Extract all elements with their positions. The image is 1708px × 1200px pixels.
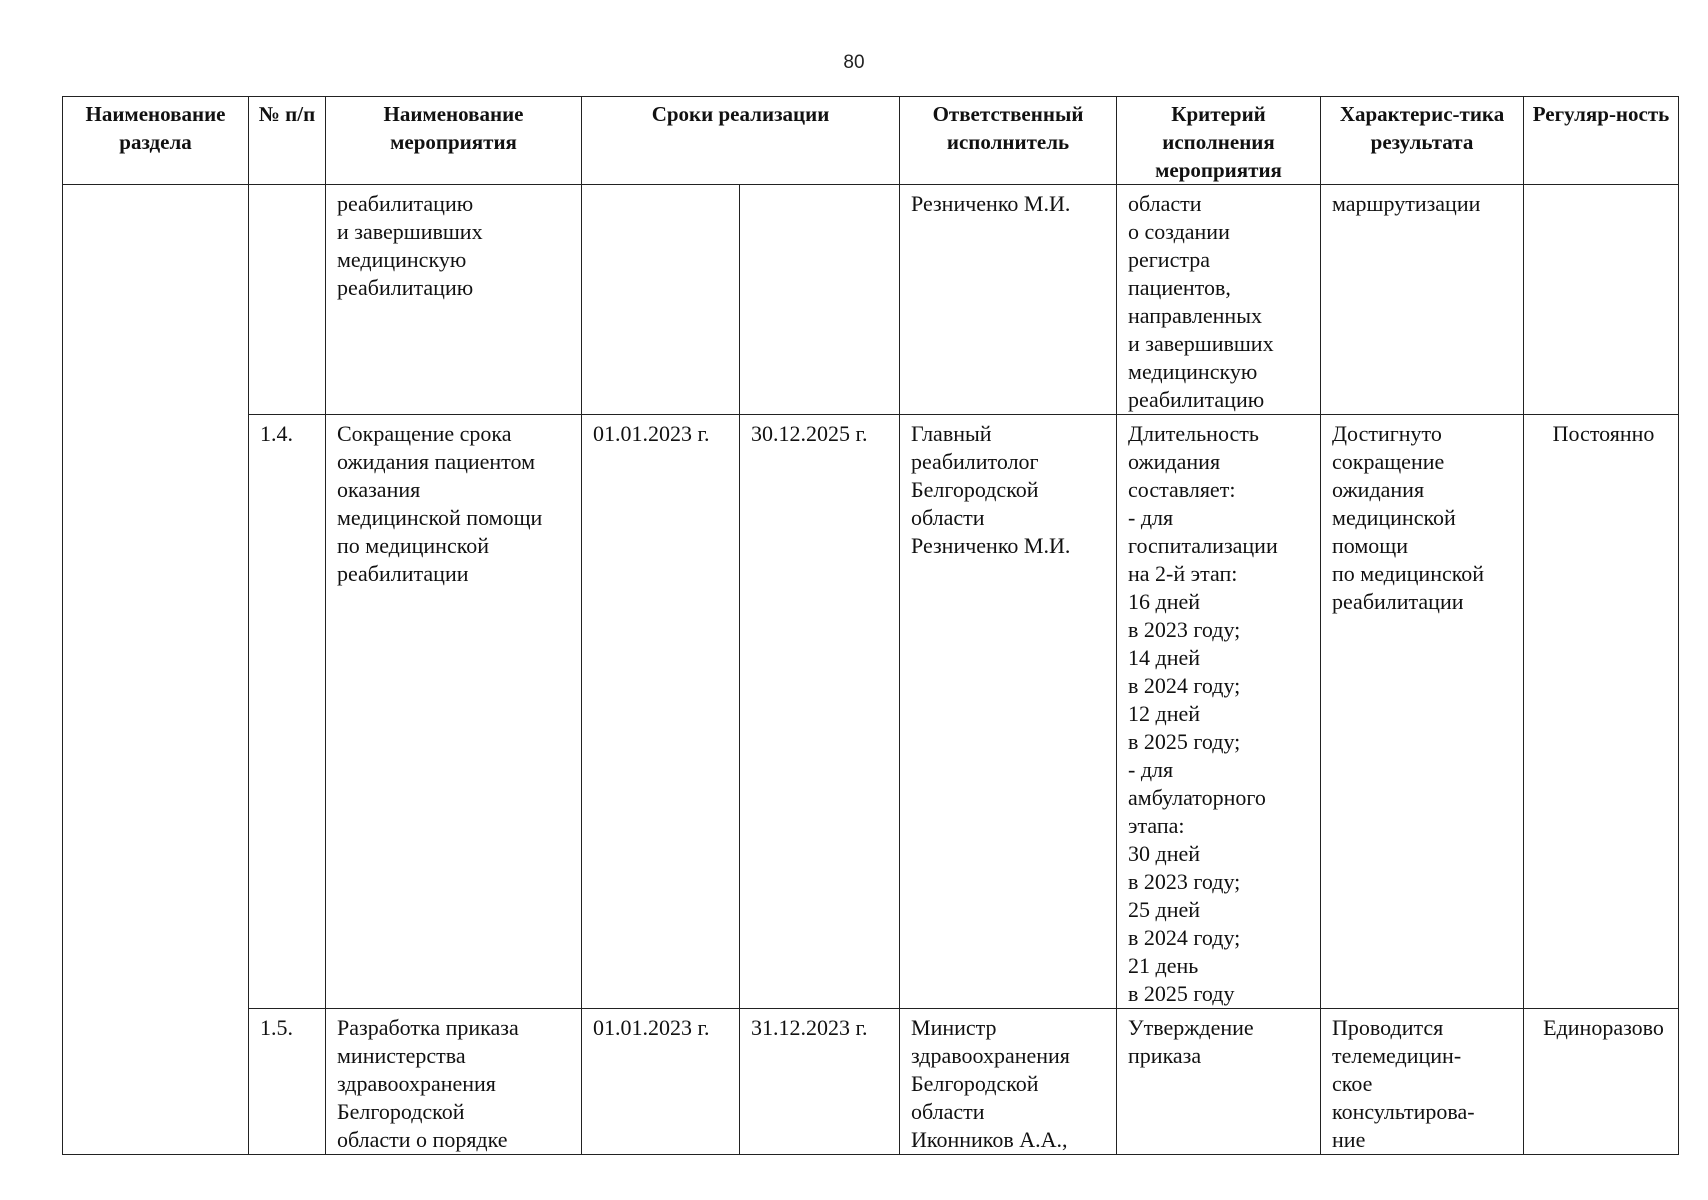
row-num: 1.4.	[249, 415, 326, 1009]
row-criterion: Длительность ожидания составляет: - для госпитализации на 2-й этап: 16 дней в 2023 году; 14 дней в 2024 году; 12 дней в 2025 году; - для амбулаторного этапа: 30 дней в 2023 году; 25 дней в 2024 году; 21 день в 2025 году	[1117, 415, 1321, 1009]
row-measure: Сокращение срока ожидания пациентом оказания медицинской помощи по медицинской реабилитации	[326, 415, 582, 1009]
section-cell	[63, 185, 249, 1155]
measures-table	[62, 96, 1679, 1155]
row-responsible: Министр здравоохранения Белгородской области Иконников А.А.,	[900, 1009, 1117, 1155]
page-number: 80	[843, 52, 865, 73]
table-row	[63, 185, 1679, 415]
row-responsible: Главный реабилитолог Белгородской области Резниченко М.И.	[900, 415, 1117, 1009]
table-row	[63, 1009, 1679, 1155]
header-num: № п/п	[249, 97, 326, 185]
row-regularity: Постоянно	[1524, 415, 1679, 1009]
row-measure: Разработка приказа министерства здравоохранения Белгородской области о порядке	[326, 1009, 582, 1155]
row-characteristic: Достигнуто сокращение ожидания медицинской помощи по медицинской реабилитации	[1321, 415, 1524, 1009]
row-regularity	[1524, 185, 1679, 415]
header-measure: Наименование мероприятия	[326, 97, 582, 185]
row-start-date: 01.01.2023 г.	[582, 1009, 740, 1155]
table-header-row	[63, 97, 1679, 185]
row-num: 1.5.	[249, 1009, 326, 1155]
row-criterion: области о создании регистра пациентов, направленных и завершивших медицинскую реабилитацию	[1117, 185, 1321, 415]
header-criterion: Критерий исполнения мероприятия	[1117, 97, 1321, 185]
row-criterion: Утверждение приказа	[1117, 1009, 1321, 1155]
row-start-date	[582, 185, 740, 415]
header-regularity: Регуляр-ность	[1524, 97, 1679, 185]
row-num	[249, 185, 326, 415]
row-measure: реабилитацию и завершивших медицинскую реабилитацию	[326, 185, 582, 415]
row-end-date: 31.12.2023 г.	[740, 1009, 900, 1155]
header-section: Наименование раздела	[63, 97, 249, 185]
row-characteristic: маршрутизации	[1321, 185, 1524, 415]
header-characteristic: Характерис-тика результата	[1321, 97, 1524, 185]
table-row	[63, 415, 1679, 1009]
header-terms: Сроки реализации	[582, 97, 900, 185]
header-responsible: Ответственный исполнитель	[900, 97, 1117, 185]
row-end-date	[740, 185, 900, 415]
row-characteristic: Проводится телемедицин- ское консультирова- ние	[1321, 1009, 1524, 1155]
row-regularity: Единоразово	[1524, 1009, 1679, 1155]
row-end-date: 30.12.2025 г.	[740, 415, 900, 1009]
row-responsible: Резниченко М.И.	[900, 185, 1117, 415]
row-start-date: 01.01.2023 г.	[582, 415, 740, 1009]
